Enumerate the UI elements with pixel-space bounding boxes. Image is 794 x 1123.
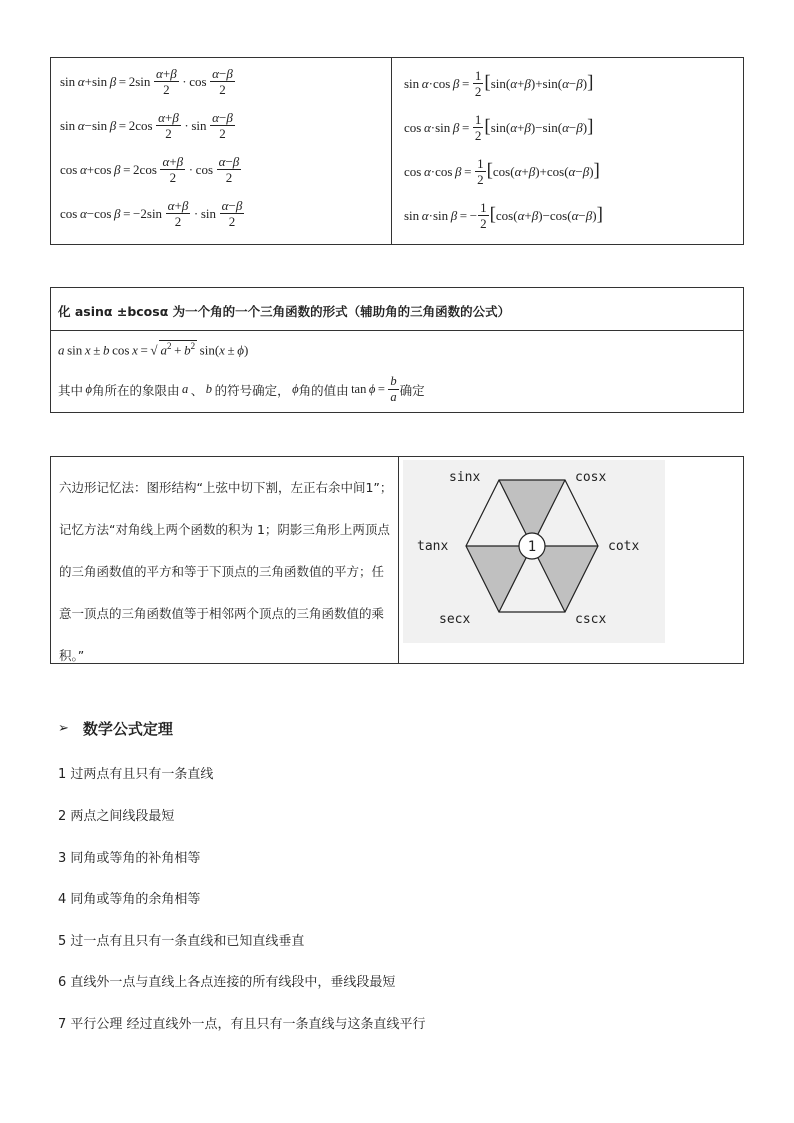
- table-divider: [398, 457, 399, 663]
- auxiliary-angle-table: [50, 287, 744, 413]
- theorem-item: 2 两点之间线段最短: [58, 809, 175, 824]
- hexagon-svg: [403, 460, 665, 643]
- auxiliary-title: 化 asinα ±bcosα 为一个角的一个三角函数的形式（辅助角的三角函数的公式）: [58, 304, 511, 319]
- note-mid2: 的符号确定，: [214, 382, 290, 398]
- formula-cos-sin-product: cos α·sin β = $\frac{1}{2}$ [sin(α+β)−sin(α−β)]: [404, 112, 594, 143]
- formula-sin-plus-sin: sin α+sin β = 2sin $\frac{\alpha+\beta}{2}$ · cos $\frac{\alpha-\beta}{2}$: [60, 66, 233, 97]
- label-cotx: cotx: [608, 539, 640, 554]
- note-mid3: 角的值由: [298, 382, 349, 398]
- trig-formula-table: [50, 57, 744, 245]
- theorem-item: 6 直线外一点与直线上各点连接的所有线段中，垂线段最短: [58, 975, 396, 990]
- shaded-triangle-right: [532, 546, 598, 612]
- formula-cos-cos-product: cos α·cos β = $\frac{1}{2}$ [cos(α+β)+cos(α−β)]: [404, 156, 600, 187]
- theorem-item: 4 同角或等角的余角相等: [58, 892, 201, 907]
- formula-sin-cos-product: sin α·cos β = $\frac{1}{2}$ [sin(α+β)+sin(α−β)]: [404, 68, 594, 99]
- section-heading: [58, 718, 173, 739]
- label-tanx: tanx: [417, 539, 449, 554]
- theorem-item: 7 平行公理 经过直线外一点，有且只有一条直线与这条直线平行: [58, 1017, 426, 1032]
- theorem-item: 5 过一点有且只有一条直线和已知直线垂直: [58, 934, 305, 949]
- shaded-triangle-left: [466, 546, 532, 612]
- label-secx: secx: [439, 612, 471, 627]
- arrow-bullet-icon: ➢: [58, 721, 69, 736]
- table-divider: [391, 58, 392, 244]
- formula-cos-minus-cos: cos α−cos β = −2sin $\frac{\alpha+\beta}{2}$ · sin $\frac{\alpha-\beta}{2}$: [60, 198, 243, 229]
- note-prefix: 其中: [58, 382, 84, 398]
- hexagon-mnemonic-text: 六边形记忆法：图形结构“上弦中切下割，左正右余中间1”；记忆方法“对角线上两个函数的积为 1；阴影三角形上两顶点的三角函数值的平方和等于下顶点的三角函数值的平方；任意一顶点的三角函数值等于相邻两个顶点的三角函数值的乘积。”: [59, 480, 393, 663]
- auxiliary-formula: a sin x ± b cos x = √ $a^2 + b^2$ sin(x ± ϕ): [58, 341, 249, 358]
- hexagon-diagram: [403, 460, 665, 643]
- theorem-item: 3 同角或等角的补角相等: [58, 851, 201, 866]
- theorem-item: 1 过两点有且只有一条直线: [58, 767, 214, 782]
- note-suffix: 确定: [399, 382, 425, 398]
- formula-sin-sin-product: sin α·sin β = − $\frac{1}{2}$ [cos(α+β)−cos(α−β)]: [404, 200, 603, 231]
- section-title: 数学公式定理: [82, 720, 173, 738]
- formula-cos-plus-cos: cos α+cos β = 2cos $\frac{\alpha+\beta}{2}$ · cos $\frac{\alpha-\beta}{2}$: [60, 154, 240, 185]
- auxiliary-note: 其中 ϕ 角所在的象限由 a 、 b 的符号确定， ϕ 角的值由 tan ϕ = $\frac{b}{a}$ 确定: [58, 374, 425, 404]
- label-sinx: sinx: [449, 470, 481, 485]
- hexagon-mnemonic-table: [50, 456, 744, 664]
- auxiliary-header: [51, 288, 743, 331]
- center-label: 1: [527, 539, 537, 555]
- label-cosx: cosx: [575, 470, 607, 485]
- formula-sin-minus-sin: sin α−sin β = 2cos $\frac{\alpha+\beta}{2}$ · sin $\frac{\alpha-\beta}{2}$: [60, 110, 233, 141]
- note-middle: 角所在的象限由: [92, 382, 180, 398]
- label-cscx: cscx: [575, 612, 607, 627]
- note-sep: 、: [190, 382, 204, 398]
